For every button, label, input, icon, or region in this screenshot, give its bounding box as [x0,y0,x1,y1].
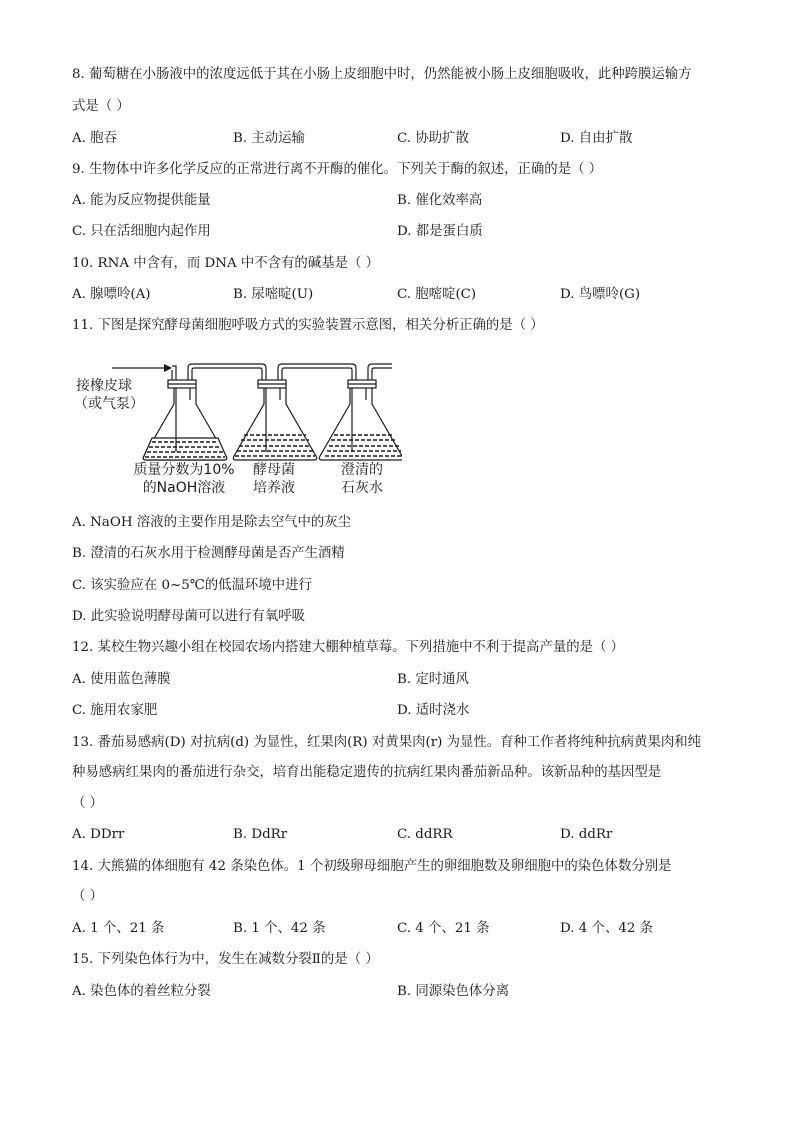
q13-option-b: B. DdRr [233,827,288,842]
tube-1-2-inner [192,368,262,380]
q11-option-c: C. 该实验应在 0~5℃的低温环境中进行 [72,578,312,593]
flask2-label-2: 培养液 [253,480,295,496]
arrow-head-icon [164,364,172,372]
q8-stem-line2: 式是（ ） [72,99,130,114]
q14-stem-line2: （ ） [72,889,104,904]
q10-option-b: B. 尿嘧啶(U) [233,287,314,302]
q13-stem-line3: （ ） [72,796,104,811]
pump-label-1: 接橡皮球 [76,378,132,394]
q12-option-a: A. 使用蓝色薄膜 [72,672,171,687]
yeast-respiration-apparatus-figure [72,360,402,500]
q11-option-a: A. NaOH 溶液的主要作用是除去空气中的灰尘 [72,515,352,530]
q11-stem: 11. 下图是探究酵母菌细胞呼吸方式的实验装置示意图，相关分析正确的是（ ） [72,318,544,333]
q9-option-a: A. 能为反应物提供能量 [72,193,211,208]
q12-stem: 12. 某校生物兴趣小组在校园农场内搭建大棚种植草莓。下列措施中不利于提高产量的是（ ） [72,640,625,655]
q14-option-b: B. 1 个、42 条 [233,921,326,936]
q9-stem: 9. 生物体中许多化学反应的正常进行离不开酶的催化。下列关于酶的叙述，正确的是（ ） [72,162,603,177]
q14-option-c: C. 4 个、21 条 [397,921,490,936]
q12-option-b: B. 定时通风 [397,672,469,687]
flask-yeast [233,380,316,460]
q8-option-d: D. 自由扩散 [560,131,633,146]
q8-option-a: A. 胞吞 [72,131,117,146]
q15-stem: 15. 下列染色体行为中，发生在减数分裂Ⅱ的是（ ） [72,952,379,967]
pump-label-2: （或气泵） [74,396,144,412]
q14-option-a: A. 1 个、21 条 [72,921,165,936]
flask3-label-2: 石灰水 [341,480,383,496]
q13-option-a: A. DDrr [72,827,125,842]
flask2-label-1: 酵母菌 [253,462,295,478]
q9-option-b: B. 催化效率高 [397,193,483,208]
q15-option-a: A. 染色体的着丝粒分裂 [72,984,211,999]
flask-limewater [319,380,402,460]
q15-option-b: B. 同源染色体分离 [397,984,510,999]
flask-naoh [143,380,226,460]
q8-option-b: B. 主动运输 [233,131,305,146]
q13-option-d: D. ddRr [560,827,613,842]
q10-option-a: A. 腺嘌呤(A) [72,287,151,302]
tube-2-3-inner [282,368,352,380]
q10-option-c: C. 胞嘧啶(C) [397,287,477,302]
flask3-label-1: 澄清的 [341,462,383,478]
q13-stem-line1: 13. 番茄易感病(D) 对抗病(d) 为显性，红果肉(R) 对黄果肉(r) 为显性。育种工作者将纯种抗病黄果肉和纯 [72,735,702,750]
q10-option-d: D. 鸟嘌呤(G) [560,287,641,302]
q13-stem-line2: 种易感病红果肉的番茄进行杂交，培育出能稳定遗传的抗病红果肉番茄新品种。该新品种的基因型是 [72,765,662,780]
q12-option-c: C. 施用农家肥 [72,703,158,718]
q9-option-d: D. 都是蛋白质 [397,224,483,239]
q14-stem-line1: 14. 大熊猫的体细胞有 42 条染色体。1 个初级卵母细胞产生的卵细胞数及卵细胞中的染色体数分别是 [72,859,672,874]
flask1-label-1: 质量分数为10% [133,462,235,478]
q12-option-d: D. 适时浇水 [397,703,470,718]
q10-stem: 10. RNA 中含有，而 DNA 中不含有的碱基是（ ） [72,256,380,271]
q11-option-b: B. 澄清的石灰水用于检测酵母菌是否产生酒精 [72,546,345,561]
tube-1-2-outer [188,364,266,380]
q9-option-c: C. 只在活细胞内起作用 [72,224,211,239]
q8-option-c: C. 协助扩散 [397,131,469,146]
tube-2-3-outer [278,364,356,380]
q11-option-d: D. 此实验说明酵母菌可以进行有氧呼吸 [72,609,306,624]
q8-stem-line1: 8. 葡萄糖在小肠液中的浓度远低于其在小肠上皮细胞中时，仍然能被小肠上皮细胞吸收，此种跨膜运输方 [72,67,692,82]
flask1-label-2: 的NaOH溶液 [142,480,226,496]
q14-option-d: D. 4 个、42 条 [560,921,654,936]
q13-option-c: C. ddRR [397,827,453,842]
